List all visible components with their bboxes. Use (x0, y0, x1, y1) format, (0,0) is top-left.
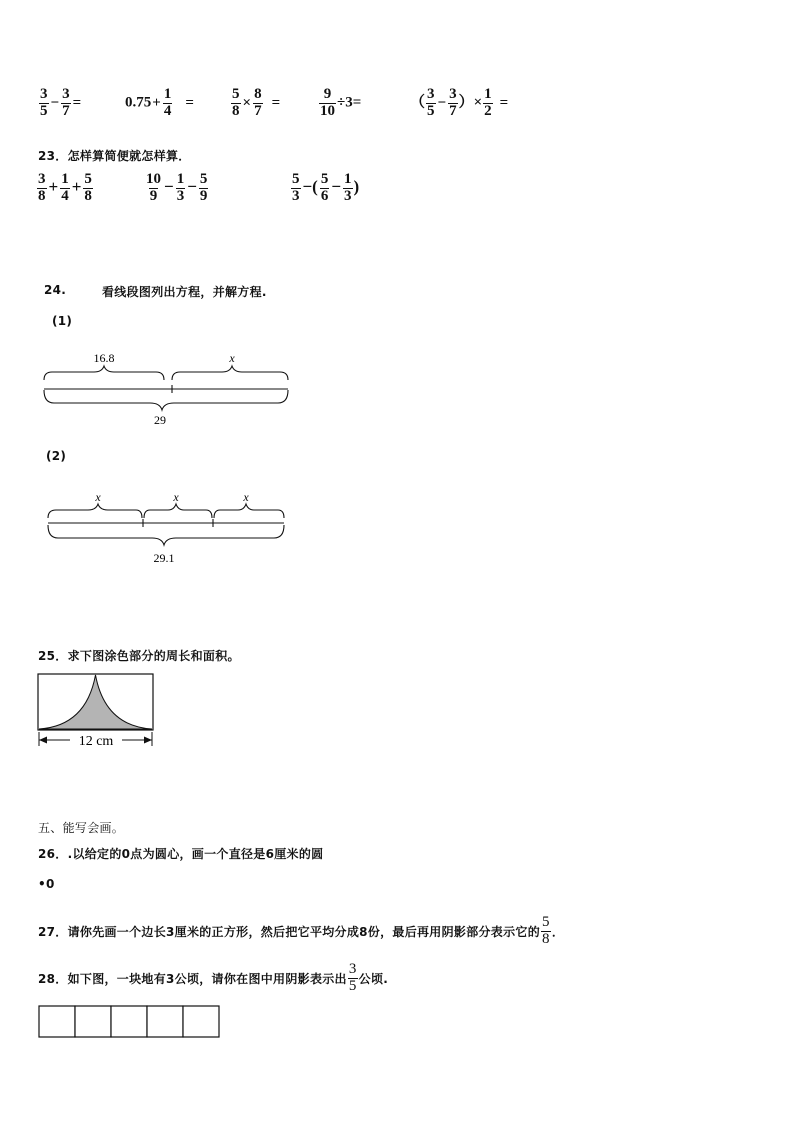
grid-cell (183, 1006, 219, 1037)
arrow-right (144, 737, 152, 744)
question-27: 27．请你先画一个边长3厘米的正方形，然后把它平均分成8份，最后再用阴影部分表示它的 $\frac{5}{8}$ ． (38, 914, 565, 947)
dimension-label: 12 cm (78, 734, 114, 749)
fraction: $\frac{5}{3}$ (292, 171, 300, 204)
fraction: $\frac{3}{5}$ (40, 86, 48, 119)
top-brace-left (44, 366, 164, 380)
q24-part1-label: (1) (52, 314, 73, 328)
fraction: $\frac{10}{9}$ (146, 171, 161, 204)
fraction: $\frac{5}{8}$ (232, 86, 240, 119)
label-bottom: 29.1 (153, 551, 175, 565)
calc-expression-5: （ $\frac{3}{5}$ − $\frac{3}{7}$ ）× $\frac{1}{2}$ = (410, 86, 509, 119)
question-28: 28．如下图，一块地有3公顷，请你在图中用阴影表示出 $\frac{3}{5}$ 公顷. (38, 961, 389, 994)
label-seg2: x (173, 490, 179, 504)
line-segment-diagram-2 (40, 488, 294, 568)
label-top-right: x (229, 351, 235, 365)
calc-expression-1: $\frac{3}{5}$ − $\frac{3}{7}$ = (40, 86, 82, 119)
grid-cell (75, 1006, 111, 1037)
q24-part2-label: (2) (46, 449, 67, 463)
label-top-left: 16.8 (93, 351, 115, 365)
fraction: $\frac{9}{10}$ (320, 86, 335, 119)
fraction: $\frac{5}{9}$ (199, 171, 208, 204)
question-26-title: 26．.以给定的0点为圆心，画一个直径是6厘米的圆 (38, 847, 324, 861)
calc-expression-4: $\frac{9}{10}$ ÷3= (320, 86, 362, 119)
fraction: $\frac{5}{6}$ (320, 171, 329, 204)
fraction: $\frac{3}{7}$ (62, 86, 70, 119)
label-seg3: x (243, 490, 249, 504)
fraction: $\frac{1}{2}$ (484, 86, 492, 119)
center-point: •0 (38, 877, 55, 891)
land-grid (38, 1005, 220, 1039)
shaded-figure (36, 672, 158, 752)
fraction: $\frac{3}{8}$ (38, 171, 46, 204)
fraction: $\frac{3}{7}$ (449, 86, 457, 119)
bottom-brace (48, 525, 284, 545)
grid-cell (147, 1006, 183, 1037)
fraction: $\frac{1}{3}$ (176, 171, 185, 204)
calc-expression-3: $\frac{5}{8}$ × $\frac{8}{7}$ = (232, 86, 281, 119)
q23-expression-2: $\frac{10}{9}$ − $\frac{1}{3}$ − $\frac{5}{9}$ (146, 171, 208, 204)
q23-expression-1: $\frac{3}{8}$ + $\frac{1}{4}$ + $\frac{5}{8}$ (38, 171, 92, 204)
calc-expression-2: 0.75+ $\frac{1}{4}$ = (125, 86, 194, 119)
top-brace-1 (48, 504, 142, 518)
bottom-brace (44, 390, 288, 410)
fraction: $\frac{1}{4}$ (163, 86, 172, 119)
question-24-number: 24. (44, 283, 67, 297)
question-24-title: 看线段图列出方程，并解方程. (102, 285, 267, 299)
fraction: $\frac{1}{3}$ (344, 171, 352, 204)
top-brace-3 (214, 504, 284, 518)
label-bottom: 29 (154, 413, 166, 427)
top-brace-2 (144, 504, 212, 518)
fraction: $\frac{1}{4}$ (61, 171, 69, 204)
fraction: $\frac{5}{8}$ (84, 171, 92, 204)
fraction: $\frac{3}{5}$ (427, 86, 435, 119)
q23-expression-3: $\frac{5}{3}$ −( $\frac{5}{6}$ − $\frac{1}{3}$ ) (292, 171, 360, 204)
fraction: $\frac{3}{5}$ (348, 961, 357, 994)
question-25-title: 25．求下图涂色部分的周长和面积。 (38, 649, 240, 663)
label-seg1: x (95, 490, 101, 504)
line-segment-diagram-1 (36, 350, 298, 430)
section-5-title: 五、能写会画。 (38, 821, 125, 835)
top-brace-right (172, 366, 288, 380)
question-23-title: 23．怎样算简便就怎样算． (38, 149, 191, 163)
fraction: $\frac{8}{7}$ (254, 86, 262, 119)
arrow-left (39, 737, 47, 744)
grid-cell (111, 1006, 147, 1037)
grid-cell (39, 1006, 75, 1037)
fraction: $\frac{5}{8}$ (542, 914, 550, 947)
